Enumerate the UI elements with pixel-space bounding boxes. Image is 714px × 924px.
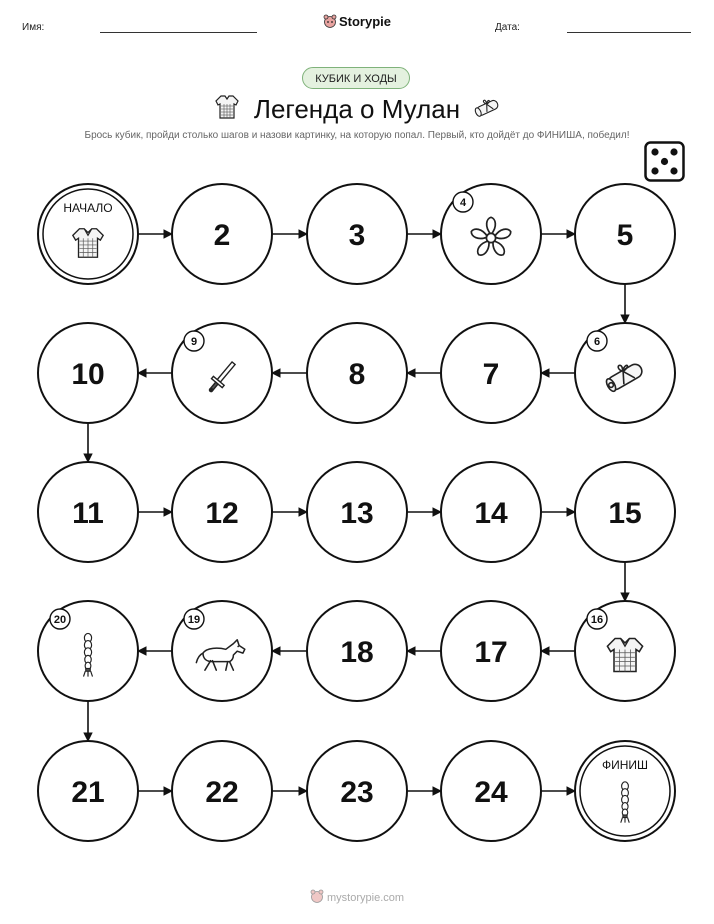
cell-number: 2 [213,219,231,252]
cell-number: 13 [340,497,374,530]
board-cell-20 [38,601,138,701]
board-cell-8 [307,323,407,423]
footer [0,889,714,904]
cell-number: 21 [71,776,105,809]
board-cell-5 [575,184,675,284]
finish-label: ФИНИШ [601,758,649,772]
cell-number: 24 [474,776,508,809]
cell-number: 18 [340,636,374,669]
cell-number: 7 [482,358,500,391]
board-cell-18 [307,601,407,701]
board-cell-23 [307,741,407,841]
page-title: Легенда о Мулан [253,94,461,124]
cell-number: 15 [608,497,642,530]
cell-number: 12 [205,497,239,530]
instructions: Брось кубик, пройди столько шагов и назови картинку, на которую попал. Первый, кто дойдёт до ФИНИША, победил! [84,130,630,141]
start-label: НАЧАЛО [63,201,113,215]
board-cell-21 [38,741,138,841]
footer-url: mystorypie.com [327,892,405,904]
board-cell-4 [441,184,541,284]
brand-name: Storypie [338,14,391,29]
board-cell-19 [172,601,272,701]
board-cell-3 [307,184,407,284]
cell-number: 14 [474,497,508,530]
board-cell-6 [575,323,675,423]
start-cell [38,184,138,284]
cell-number-badge: 9 [190,336,198,348]
board-cell-7 [441,323,541,423]
cell-number-badge: 19 [187,614,201,626]
board-cell-10 [38,323,138,423]
board-cell-12 [172,462,272,562]
board-cell-14 [441,462,541,562]
board-cell-17 [441,601,541,701]
cell-number: 23 [340,776,374,809]
game-type-badge: КУБИК И ХОДЫ [302,67,410,89]
storypie-logo-icon [310,889,324,903]
cell-number: 22 [205,776,239,809]
board-cell-9 [172,323,272,423]
board-cell-24 [441,741,541,841]
name-label: Имя: [22,22,45,33]
cell-number-badge: 6 [593,336,601,348]
board-cell-15 [575,462,675,562]
board-cell-22 [172,741,272,841]
finish-cell [575,741,675,841]
board-cell-11 [38,462,138,562]
cell-number: 3 [348,219,366,252]
cell-number-badge: 20 [53,614,67,626]
board-cell-2 [172,184,272,284]
date-label: Дата: [495,22,520,33]
cell-number: 8 [348,358,366,391]
board-cell-13 [307,462,407,562]
board-cells [38,184,675,841]
cell-number: 11 [72,497,104,530]
cell-number: 5 [616,219,634,252]
cell-number-badge: 4 [459,197,467,209]
cell-number: 17 [474,636,508,669]
cell-number: 10 [71,358,105,391]
board-cell-16 [575,601,675,701]
cell-number-badge: 16 [590,614,604,626]
